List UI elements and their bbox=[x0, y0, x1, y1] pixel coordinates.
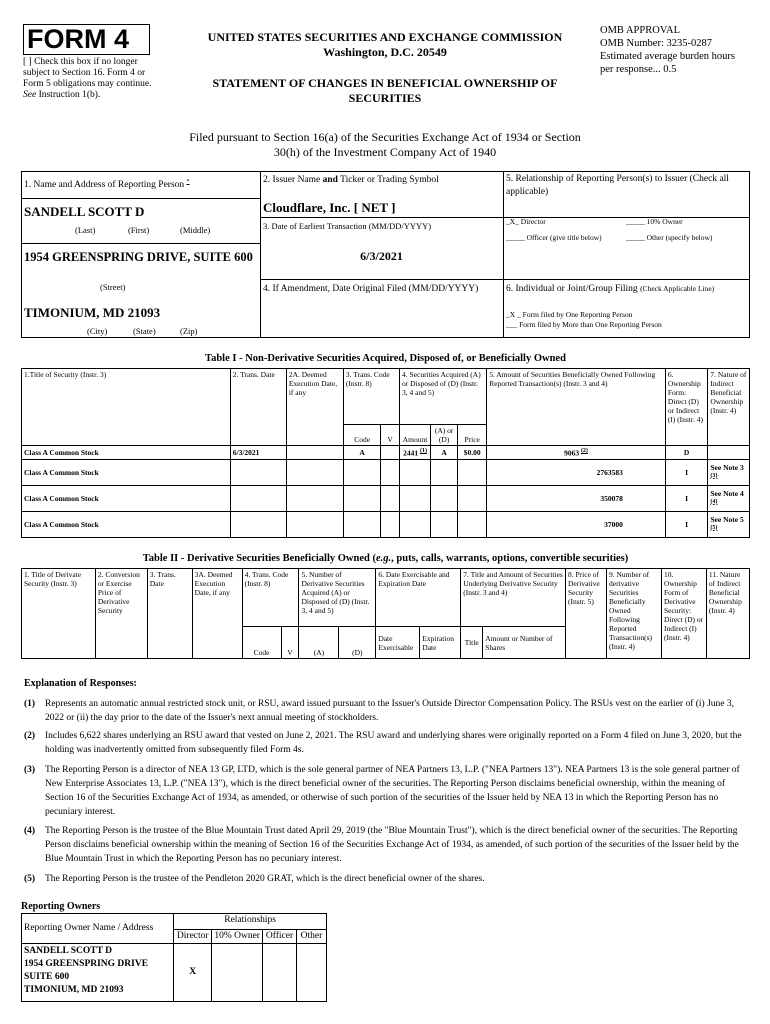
t1-sub-amount: Amount bbox=[399, 425, 430, 446]
rel-director: _X_ Director bbox=[506, 217, 546, 226]
issuer-name: Cloudflare, Inc. [ NET ] bbox=[263, 200, 396, 215]
earliest-date-label: 3. Date of Earliest Transaction (MM/DD/YYYY) bbox=[263, 221, 432, 231]
t2-h5: 5. Number of Derivative Securities Acquired (A) or Disposed of (D) (Instr. 3, 4 and 5) bbox=[299, 569, 376, 627]
owners-director: X bbox=[174, 944, 212, 1002]
footnote-2: (2) Includes 6,622 shares underlying an RSU award that vested on June 2, 2021. The RSU award and underlying shares were originally reported on a Form 4 filed on June 3, 2020, but the holding was inadvertently omitted from subsequently filed Form 4s. bbox=[24, 731, 742, 755]
t1-r3-owned: 37000 bbox=[487, 512, 666, 538]
t1-r3-nature: See Note 5 $^{(5)}$ bbox=[708, 512, 750, 538]
t2-h3a: 3A. Deemed Execution Date, if any bbox=[192, 569, 242, 659]
t1-r0-date: 6/3/2021 bbox=[230, 446, 286, 460]
t2-h2: 2. Conversion or Exercise Price of Derivative Security bbox=[95, 569, 147, 659]
t1-sub-aord: (A) or (D) bbox=[431, 425, 458, 446]
t1-r2-title: Class A Common Stock bbox=[22, 486, 231, 512]
t2-s-title: Title bbox=[461, 627, 483, 659]
t2-s-d: (D) bbox=[339, 627, 376, 659]
t1-r0-v bbox=[381, 446, 400, 460]
footnote-1: (1) Represents an automatic annual restricted stock unit, or RSU, award issued pursuant to the Issuer's Outside Director Compensation Policy. The RSUs vest on the earlier of (i) June 3, 2022 or (ii) the day prior to the date of the Issuer's next annual meeting of stockholders. bbox=[24, 699, 734, 723]
footnote-4: (4) The Reporting Person is the trustee of the Blue Mountain Trust dated April 29, 2019 (the "Blue Mountain Trust"), which is the direct beneficial owner of the securities. The Reporting Person disclaims beneficial ownership within the meaning of Section 16 of the Securities Exchange Act of 1934, as amended, of such portion of the securities of the Issuer held by the Blue Mountain Trust in which the Reporting Person has no pecuniary interest. bbox=[24, 826, 739, 864]
t2-h8: 8. Price of Derivative Security (Instr. 5) bbox=[566, 569, 607, 659]
table-row bbox=[22, 486, 750, 512]
filed-pursuant: Filed pursuant to Section 16(a) of the Securities Exchange Act of 1934 or Section 30(h) of the Investment Company Act of 1940 bbox=[189, 130, 581, 159]
t1-r0-price: $0.00 bbox=[458, 446, 487, 460]
reporting-person-street: 1954 GREENSPRING DRIVE, SUITE 600 bbox=[24, 250, 253, 264]
owners-h-other: Other bbox=[297, 930, 327, 944]
city-label: (City) bbox=[87, 326, 108, 336]
t2-h7: 7. Title and Amount of Securities Underlying Derivative Security (Instr. 3 and 4) bbox=[461, 569, 566, 627]
rel-other: _____ Other (specify below) bbox=[626, 233, 713, 242]
t1-h-code: 3. Trans. Code (Instr. 8) bbox=[343, 369, 399, 425]
reporting-person-label: 1. Name and Address of Reporting Person * bbox=[24, 179, 190, 191]
t1-r0-amount: 2441 $^{(1)}$ bbox=[399, 446, 430, 460]
t2-s-v: V bbox=[281, 627, 299, 659]
owners-h-rel: Relationships bbox=[174, 914, 327, 930]
earliest-date: 6/3/2021 bbox=[360, 249, 403, 263]
t1-r1-nature: See Note 3 $^{(3)}$ bbox=[708, 460, 750, 486]
t2-h9: 9. Number of derivative Securities Beneficially Owned Following Reported Transaction(s) (Instr. 4) bbox=[606, 569, 661, 659]
t2-h10: 10. Ownership Form of Derivative Security: Direct (D) or Indirect (I) (Instr. 4) bbox=[661, 569, 706, 659]
omb-number: OMB Number: 3235-0287 bbox=[600, 38, 712, 49]
form-title: FORM 4 bbox=[27, 24, 130, 54]
t1-h-form: 6. Ownership Form: Direct (D) or Indirect (I) (Instr. 4) bbox=[665, 369, 708, 446]
t2-h4: 4. Trans. Code (Instr. 8) bbox=[242, 569, 299, 627]
t2-s-code: Code bbox=[242, 627, 281, 659]
t1-r1-title: Class A Common Stock bbox=[22, 460, 231, 486]
omb-burden: Estimated average burden hours per response... 0.5 bbox=[600, 51, 735, 75]
t1-h-title: 1.Title of Security (Instr. 3) bbox=[22, 369, 231, 446]
t1-h-nature: 7. Nature of Indirect Beneficial Ownership (Instr. 4) bbox=[708, 369, 750, 446]
owners-table bbox=[21, 913, 327, 1002]
t1-r0-deemed bbox=[286, 446, 343, 460]
t1-sub-price: Price bbox=[458, 425, 487, 446]
t1-r0-aord: A bbox=[431, 446, 458, 460]
t2-h3: 3. Trans. Date bbox=[147, 569, 192, 659]
last-label: (Last) bbox=[75, 225, 96, 235]
t1-r0-owned: 9063 $^{(2)}$ bbox=[487, 446, 666, 460]
t1-r2-form: I bbox=[665, 486, 708, 512]
filing-one: _X _ Form filed by One Reporting Person bbox=[506, 310, 633, 319]
t1-h-deemed: 2A. Deemed Execution Date, if any bbox=[286, 369, 343, 446]
agency-location: Washington, D.C. 20549 bbox=[323, 45, 447, 59]
table-row bbox=[22, 512, 750, 538]
reporting-person-city: TIMONIUM, MD 21093 bbox=[24, 305, 161, 320]
t2-h6: 6. Date Exercisable and Expiration Date bbox=[376, 569, 461, 627]
t1-h-acq: 4. Securities Acquired (A) or Disposed of (D) (Instr. 3, 4 and 5) bbox=[399, 369, 486, 425]
middle-label: (Middle) bbox=[180, 225, 211, 235]
t1-r0-code: A bbox=[343, 446, 380, 460]
first-label: (First) bbox=[128, 225, 150, 235]
check-box-text: [ ] Check this box if no longer subject to Section 16. Form 4 or Form 5 obligations may continue. See Instruction 1(b). bbox=[23, 57, 152, 100]
t1-sub-v: V bbox=[381, 425, 400, 446]
t2-s-a: (A) bbox=[299, 627, 339, 659]
agency-name: UNITED STATES SECURITIES AND EXCHANGE COMMISSION bbox=[207, 30, 563, 44]
reporting-person-name: SANDELL SCOTT D bbox=[24, 204, 145, 219]
footnote-3: (3) The Reporting Person is a director of NEA 13 GP, LTD, which is the sole general partner of NEA Partners 13, L.P. ("NEA Partners 13"). NEA Partners 13 is the sole general partner of New Enterprise Associates 13, L.P. ("NEA 13"), which is the direct beneficial owner of the securities. The Reporting Person disclaims beneficial ownership, within the meaning of Section 16 of the Securities Exchange Act of 1934, as amended, or otherwise of such portion of the securities of the Issuer held by NEA 13 in which the Reporting Person has no pecuniary interest. bbox=[24, 765, 740, 817]
owners-h-director: Director bbox=[174, 930, 212, 944]
owners-name: SANDELL SCOTT D 1954 GREENSPRING DRIVE SUITE 600 TIMONIUM, MD 21093 bbox=[22, 944, 174, 1002]
t1-r1-form: I bbox=[665, 460, 708, 486]
issuer-label: 2. Issuer Name and Ticker or Trading Symbol bbox=[263, 175, 439, 185]
t2-s-exp: Expiration Date bbox=[420, 627, 461, 659]
omb-box bbox=[600, 24, 750, 76]
table1-title: Table I - Non-Derivative Securities Acquired, Disposed of, or Beneficially Owned bbox=[205, 353, 566, 364]
street-label: (Street) bbox=[100, 282, 126, 292]
table2 bbox=[21, 568, 750, 659]
relationship-label: 5. Relationship of Reporting Person(s) to Issuer (Check all applicable) bbox=[506, 174, 729, 197]
t1-r1-owned: 2763583 bbox=[487, 460, 666, 486]
zip-label: (Zip) bbox=[180, 326, 198, 336]
owners-other bbox=[297, 944, 327, 1002]
t1-r2-nature: See Note 4 $^{(4)}$ bbox=[708, 486, 750, 512]
t2-h1: 1. Title of Derivate Security (Instr. 3) bbox=[22, 569, 96, 659]
filing-more: ___ Form filed by More than One Reporting Person bbox=[506, 320, 662, 329]
omb-approval: OMB APPROVAL bbox=[600, 25, 681, 36]
filing-label: 6. Individual or Joint/Group Filing (Check Applicable Line) bbox=[506, 284, 715, 294]
t1-r3-title: Class A Common Stock bbox=[22, 512, 231, 538]
owners-ten bbox=[212, 944, 263, 1002]
owners-h-officer: Officer bbox=[263, 930, 297, 944]
t1-h-amount: 5. Amount of Securities Beneficially Owned Following Reported Transaction(s) (Instr. 3 and 4) bbox=[487, 369, 666, 446]
t1-r0-nature bbox=[708, 446, 750, 460]
t2-h11: 11. Nature of Indirect Beneficial Ownership (Instr. 4) bbox=[706, 569, 749, 659]
owners-h-ten: 10% Owner bbox=[212, 930, 263, 944]
t1-h-date: 2. Trans. Date bbox=[230, 369, 286, 446]
t2-s-amount: Amount or Number of Shares bbox=[483, 627, 566, 659]
footnote-5: (5) The Reporting Person is the trustee of the Pendleton 2020 GRAT, which is the direct beneficial owner of the shares. bbox=[24, 874, 485, 884]
t1-r0-title: Class A Common Stock bbox=[22, 446, 231, 460]
amendment-label: 4. If Amendment, Date Original Filed (MM/DD/YYYY) bbox=[263, 284, 479, 294]
state-label: (State) bbox=[133, 326, 156, 336]
form-title-box bbox=[23, 24, 150, 55]
explanation-heading: Explanation of Responses: bbox=[24, 678, 137, 689]
table-row bbox=[22, 460, 750, 486]
t2-s-date-ex: Date Exercisable bbox=[376, 627, 420, 659]
owners-officer bbox=[263, 944, 297, 1002]
t1-r2-owned: 350078 bbox=[487, 486, 666, 512]
t1-sub-code: Code bbox=[343, 425, 380, 446]
t1-r3-form: I bbox=[665, 512, 708, 538]
statement-title: STATEMENT OF CHANGES IN BENEFICIAL OWNERSHIP OF SECURITIES bbox=[212, 76, 558, 105]
table1 bbox=[21, 368, 750, 538]
rel-officer: _____ Officer (give title below) bbox=[506, 233, 602, 242]
t1-r0-form: D bbox=[665, 446, 708, 460]
table2-title: Table II - Derivative Securities Beneficially Owned (e.g., puts, calls, warrants, options, convertible securities) bbox=[142, 553, 629, 564]
rel-ten-pct: _____ 10% Owner bbox=[626, 217, 683, 226]
owners-heading: Reporting Owners bbox=[21, 901, 101, 912]
owners-h-name: Reporting Owner Name / Address bbox=[22, 914, 174, 944]
table-row bbox=[22, 944, 327, 1002]
table-row bbox=[22, 446, 750, 460]
